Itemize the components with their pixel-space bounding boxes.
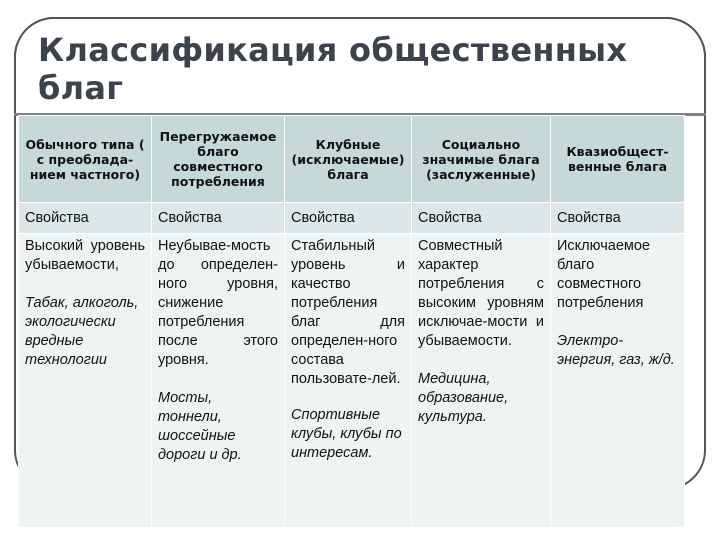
classification-table xyxy=(18,115,685,528)
properties-cell: Свойства xyxy=(551,203,685,234)
details-cell-congested xyxy=(152,234,285,528)
description-text: Неубывае-мость до определен-ного уровня, снижение потребления после этого уровня. xyxy=(158,238,278,368)
description-text: Высокий уровень убываемости, xyxy=(25,238,145,273)
properties-cell: Свойства xyxy=(152,203,285,234)
header-row xyxy=(19,116,685,203)
details-cell-ordinary xyxy=(19,234,152,528)
details-cell-quasi-public xyxy=(551,234,685,528)
description-text: Стабильный уровень и качество потребления благ для определен-ного состава пользовате-лей. xyxy=(291,238,405,387)
properties-cell: Свойства xyxy=(412,203,551,234)
header-cell-quasi-public: Квазиобщест-венные блага xyxy=(551,116,685,203)
header-cell-merit: Социально значимые блага (заслуженные) xyxy=(412,116,551,203)
example-text: Табак, алкоголь, экологически вредные технологии xyxy=(25,295,139,368)
example-text: Электро-энергия, газ, ж/д. xyxy=(557,333,675,368)
details-row xyxy=(19,234,685,528)
example-text: Спортивные клубы, клубы по интересам. xyxy=(291,407,402,461)
properties-cell: Свойства xyxy=(285,203,412,234)
slide-title xyxy=(38,31,678,107)
description-text: Совместный характер потребления с высоким уровням исключае-мости и убываемости. xyxy=(418,238,544,349)
description-text: Исключаемое благо совместного потребления xyxy=(557,238,650,311)
details-cell-club xyxy=(285,234,412,528)
header-cell-congested: Перегружаемое благо совместного потребления xyxy=(152,116,285,203)
properties-row xyxy=(19,203,685,234)
header-cell-ordinary: Обычного типа ( с преоблада-нием частного) xyxy=(19,116,152,203)
header-cell-club: Клубные (исключаемые) блага xyxy=(285,116,412,203)
slide-title-line-1: Классификация общественных xyxy=(38,31,628,69)
properties-cell: Свойства xyxy=(19,203,152,234)
slide-title-line-2: благ xyxy=(38,69,124,107)
details-cell-merit xyxy=(412,234,551,528)
example-text: Медицина, образование, культура. xyxy=(418,371,509,425)
example-text: Мосты, тоннели, шоссейные дороги и др. xyxy=(158,390,242,463)
